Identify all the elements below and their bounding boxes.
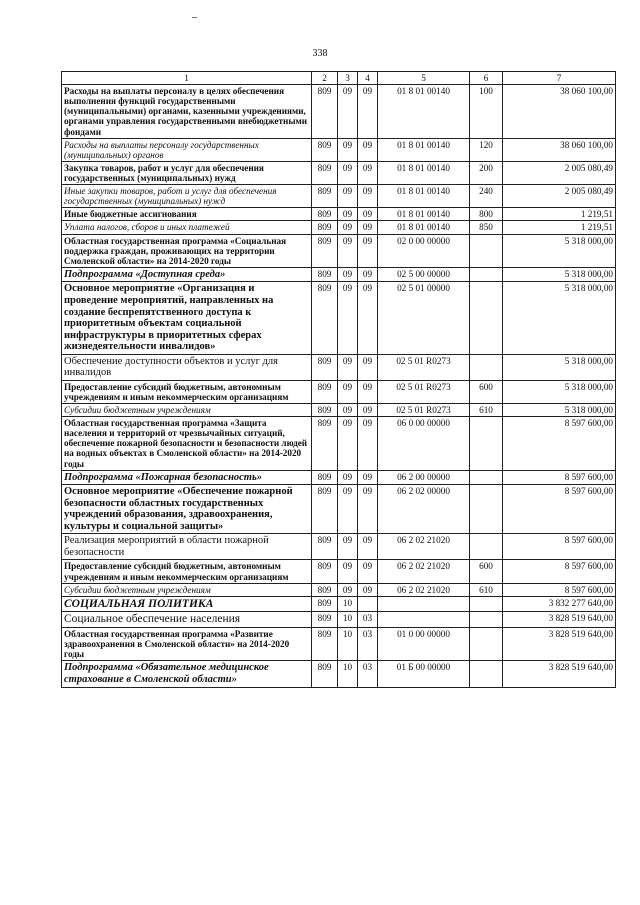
header-row [62, 72, 616, 85]
table-row [62, 534, 616, 560]
ved-code: 809 [312, 354, 338, 380]
expense-type-code [470, 282, 503, 354]
table-row [62, 380, 616, 403]
expense-type-code [470, 470, 503, 485]
target-article-code [378, 596, 470, 612]
expense-type-code [470, 267, 503, 282]
table-row [62, 282, 616, 354]
page-number: 338 [312, 48, 328, 59]
ved-code: 809 [312, 560, 338, 583]
section-code: 09 [338, 208, 358, 221]
section-code: 09 [338, 534, 358, 560]
target-article-code: 01 0 00 00000 [378, 628, 470, 661]
section-code: 09 [338, 138, 358, 161]
row-name: Подпрограмма «Обязательное медицинское страхование в Смоленской области» [62, 661, 312, 687]
ved-code: 809 [312, 282, 338, 354]
row-name: Основное мероприятие «Обеспечение пожарной безопасности областных государственных учреждений образования, здравоохранения, культуры и социальной защиты» [62, 485, 312, 534]
target-article-code: 06 2 02 00000 [378, 485, 470, 534]
target-article-code: 01 8 01 00140 [378, 185, 470, 208]
ved-code: 809 [312, 85, 338, 139]
table-row [62, 628, 616, 661]
section-code: 09 [338, 560, 358, 583]
subsection-code: 09 [358, 354, 378, 380]
subsection-code: 09 [358, 85, 378, 139]
expense-type-code [470, 485, 503, 534]
ved-code: 809 [312, 485, 338, 534]
header-cell: 6 [470, 72, 503, 85]
budget-table [61, 71, 616, 688]
target-article-code: 06 2 02 21020 [378, 560, 470, 583]
subsection-code: 09 [358, 380, 378, 403]
ved-code: 809 [312, 221, 338, 234]
section-code: 09 [338, 583, 358, 596]
target-article-code: 01 8 01 00140 [378, 208, 470, 221]
section-code: 10 [338, 596, 358, 612]
subsection-code: 09 [358, 185, 378, 208]
ved-code: 809 [312, 404, 338, 417]
ved-code: 809 [312, 267, 338, 282]
amount: 8 597 600,00 [503, 485, 616, 534]
ved-code: 809 [312, 628, 338, 661]
header-cell: 3 [338, 72, 358, 85]
subsection-code: 03 [358, 628, 378, 661]
table-row [62, 208, 616, 221]
row-name: Областная государственная программа «Социальная поддержка граждан, проживающих на территории Смоленской области» на 2014-2020 годы [62, 234, 312, 267]
subsection-code: 09 [358, 583, 378, 596]
subsection-code: 09 [358, 161, 378, 184]
section-code: 09 [338, 221, 358, 234]
target-article-code: 02 5 01 R0273 [378, 404, 470, 417]
target-article-code: 01 Б 00 00000 [378, 661, 470, 687]
subsection-code: 03 [358, 612, 378, 628]
amount: 5 318 000,00 [503, 267, 616, 282]
section-code: 09 [338, 404, 358, 417]
table-row [62, 612, 616, 628]
scan-mark [192, 17, 197, 18]
amount: 3 832 277 640,00 [503, 596, 616, 612]
expense-type-code [470, 417, 503, 471]
row-name: Социальное обеспечение населения [62, 612, 312, 628]
ved-code: 809 [312, 596, 338, 612]
subsection-code: 09 [358, 282, 378, 354]
ved-code: 809 [312, 534, 338, 560]
target-article-code: 01 8 01 00140 [378, 221, 470, 234]
amount: 2 005 080,49 [503, 185, 616, 208]
ved-code: 809 [312, 161, 338, 184]
row-name: Субсидии бюджетным учреждениям [62, 404, 312, 417]
section-code: 09 [338, 161, 358, 184]
section-code: 09 [338, 282, 358, 354]
table-row [62, 485, 616, 534]
row-name: Предоставление субсидий бюджетным, автономным учреждениям и иным некоммерческим организациям [62, 380, 312, 403]
target-article-code: 06 2 02 21020 [378, 583, 470, 596]
header-cell: 7 [503, 72, 616, 85]
expense-type-code: 200 [470, 161, 503, 184]
target-article-code: 02 0 00 00000 [378, 234, 470, 267]
ved-code: 809 [312, 234, 338, 267]
row-name: Иные бюджетные ассигнования [62, 208, 312, 221]
table-row [62, 470, 616, 485]
expense-type-code [470, 628, 503, 661]
subsection-code: 09 [358, 234, 378, 267]
row-name: Расходы на выплаты персоналу государственных (муниципальных) органов [62, 138, 312, 161]
subsection-code: 09 [358, 267, 378, 282]
subsection-code: 09 [358, 221, 378, 234]
expense-type-code: 610 [470, 583, 503, 596]
section-code: 10 [338, 661, 358, 687]
amount: 3 828 519 640,00 [503, 661, 616, 687]
amount: 1 219,51 [503, 208, 616, 221]
table-row [62, 85, 616, 139]
row-name: Закупка товаров, работ и услуг для обеспечения государственных (муниципальных) нужд [62, 161, 312, 184]
expense-type-code: 240 [470, 185, 503, 208]
row-name: СОЦИАЛЬНАЯ ПОЛИТИКА [62, 596, 312, 612]
expense-type-code: 610 [470, 404, 503, 417]
amount: 8 597 600,00 [503, 470, 616, 485]
section-code: 09 [338, 354, 358, 380]
subsection-code [358, 596, 378, 612]
target-article-code: 02 5 01 00000 [378, 282, 470, 354]
header-cell: 5 [378, 72, 470, 85]
row-name: Реализация мероприятий в области пожарной безопасности [62, 534, 312, 560]
section-code: 09 [338, 85, 358, 139]
table-row [62, 138, 616, 161]
expense-type-code [470, 234, 503, 267]
amount: 5 318 000,00 [503, 234, 616, 267]
expense-type-code [470, 534, 503, 560]
target-article-code [378, 612, 470, 628]
expense-type-code: 120 [470, 138, 503, 161]
expense-type-code [470, 612, 503, 628]
table-row [62, 661, 616, 687]
subsection-code: 09 [358, 560, 378, 583]
section-code: 09 [338, 485, 358, 534]
row-name: Обеспечение доступности объектов и услуг для инвалидов [62, 354, 312, 380]
row-name: Уплата налогов, сборов и иных платежей [62, 221, 312, 234]
ved-code: 809 [312, 661, 338, 687]
amount: 8 597 600,00 [503, 583, 616, 596]
subsection-code: 09 [358, 417, 378, 471]
ved-code: 809 [312, 138, 338, 161]
target-article-code: 01 8 01 00140 [378, 85, 470, 139]
ved-code: 809 [312, 417, 338, 471]
target-article-code: 02 5 00 00000 [378, 267, 470, 282]
ved-code: 809 [312, 583, 338, 596]
row-name: Иные закупки товаров, работ и услуг для обеспечения государственных (муниципальных) нужд [62, 185, 312, 208]
subsection-code: 09 [358, 485, 378, 534]
target-article-code: 02 5 01 R0273 [378, 380, 470, 403]
target-article-code: 06 2 00 00000 [378, 470, 470, 485]
table-row [62, 234, 616, 267]
target-article-code: 01 8 01 00140 [378, 161, 470, 184]
subsection-code: 09 [358, 404, 378, 417]
table-row [62, 161, 616, 184]
expense-type-code: 850 [470, 221, 503, 234]
amount: 8 597 600,00 [503, 417, 616, 471]
target-article-code: 01 8 01 00140 [378, 138, 470, 161]
subsection-code: 09 [358, 534, 378, 560]
section-code: 09 [338, 380, 358, 403]
table-row [62, 185, 616, 208]
table-row [62, 583, 616, 596]
section-code: 10 [338, 628, 358, 661]
amount: 5 318 000,00 [503, 380, 616, 403]
expense-type-code [470, 596, 503, 612]
target-article-code: 06 0 00 00000 [378, 417, 470, 471]
table-row [62, 354, 616, 380]
ved-code: 809 [312, 208, 338, 221]
header-cell: 2 [312, 72, 338, 85]
ved-code: 809 [312, 612, 338, 628]
section-code: 09 [338, 234, 358, 267]
ved-code: 809 [312, 185, 338, 208]
section-code: 09 [338, 470, 358, 485]
header-cell: 4 [358, 72, 378, 85]
amount: 38 060 100,00 [503, 138, 616, 161]
table-row [62, 596, 616, 612]
row-name: Предоставление субсидий бюджетным, автономным учреждениям и иным некоммерческим организациям [62, 560, 312, 583]
row-name: Областная государственная программа «Развитие здравоохранения в Смоленской области» на 2014-2020 годы [62, 628, 312, 661]
amount: 3 828 519 640,00 [503, 628, 616, 661]
row-name: Областная государственная программа «Защита населения и территорий от чрезвычайных ситуаций, обеспечение пожарной безопасности и безопасности людей на водных объектах в Смоленской области» на 2014-2020 годы [62, 417, 312, 471]
expense-type-code: 100 [470, 85, 503, 139]
row-name: Подпрограмма «Пожарная безопасность» [62, 470, 312, 485]
expense-type-code [470, 354, 503, 380]
section-code: 09 [338, 185, 358, 208]
expense-type-code: 600 [470, 560, 503, 583]
subsection-code: 09 [358, 138, 378, 161]
amount: 8 597 600,00 [503, 534, 616, 560]
ved-code: 809 [312, 470, 338, 485]
table-row [62, 404, 616, 417]
row-name: Расходы на выплаты персоналу в целях обеспечения выполнения функций государственными (муниципальными) органами, казенными учреждениями, органами управления государственными внебюджетными фондами [62, 85, 312, 139]
amount: 2 005 080,49 [503, 161, 616, 184]
subsection-code: 03 [358, 661, 378, 687]
row-name: Подпрограмма «Доступная среда» [62, 267, 312, 282]
section-code: 09 [338, 267, 358, 282]
subsection-code: 09 [358, 208, 378, 221]
amount: 8 597 600,00 [503, 560, 616, 583]
ved-code: 809 [312, 380, 338, 403]
table-row [62, 417, 616, 471]
header-cell: 1 [62, 72, 312, 85]
table-row [62, 560, 616, 583]
table-row [62, 267, 616, 282]
target-article-code: 06 2 02 21020 [378, 534, 470, 560]
expense-type-code: 800 [470, 208, 503, 221]
table-row [62, 221, 616, 234]
amount: 3 828 519 640,00 [503, 612, 616, 628]
subsection-code: 09 [358, 470, 378, 485]
section-code: 10 [338, 612, 358, 628]
target-article-code: 02 5 01 R0273 [378, 354, 470, 380]
amount: 5 318 000,00 [503, 404, 616, 417]
amount: 5 318 000,00 [503, 282, 616, 354]
expense-type-code: 600 [470, 380, 503, 403]
expense-type-code [470, 661, 503, 687]
row-name: Субсидии бюджетным учреждениям [62, 583, 312, 596]
section-code: 09 [338, 417, 358, 471]
amount: 38 060 100,00 [503, 85, 616, 139]
amount: 5 318 000,00 [503, 354, 616, 380]
row-name: Основное мероприятие «Организация и проведение мероприятий, направленных на создание беспрепятственного доступа к приоритетным объектам социальной инфраструктуры в приоритетных сферах жизнедеятельности инвалидов» [62, 282, 312, 354]
amount: 1 219,51 [503, 221, 616, 234]
